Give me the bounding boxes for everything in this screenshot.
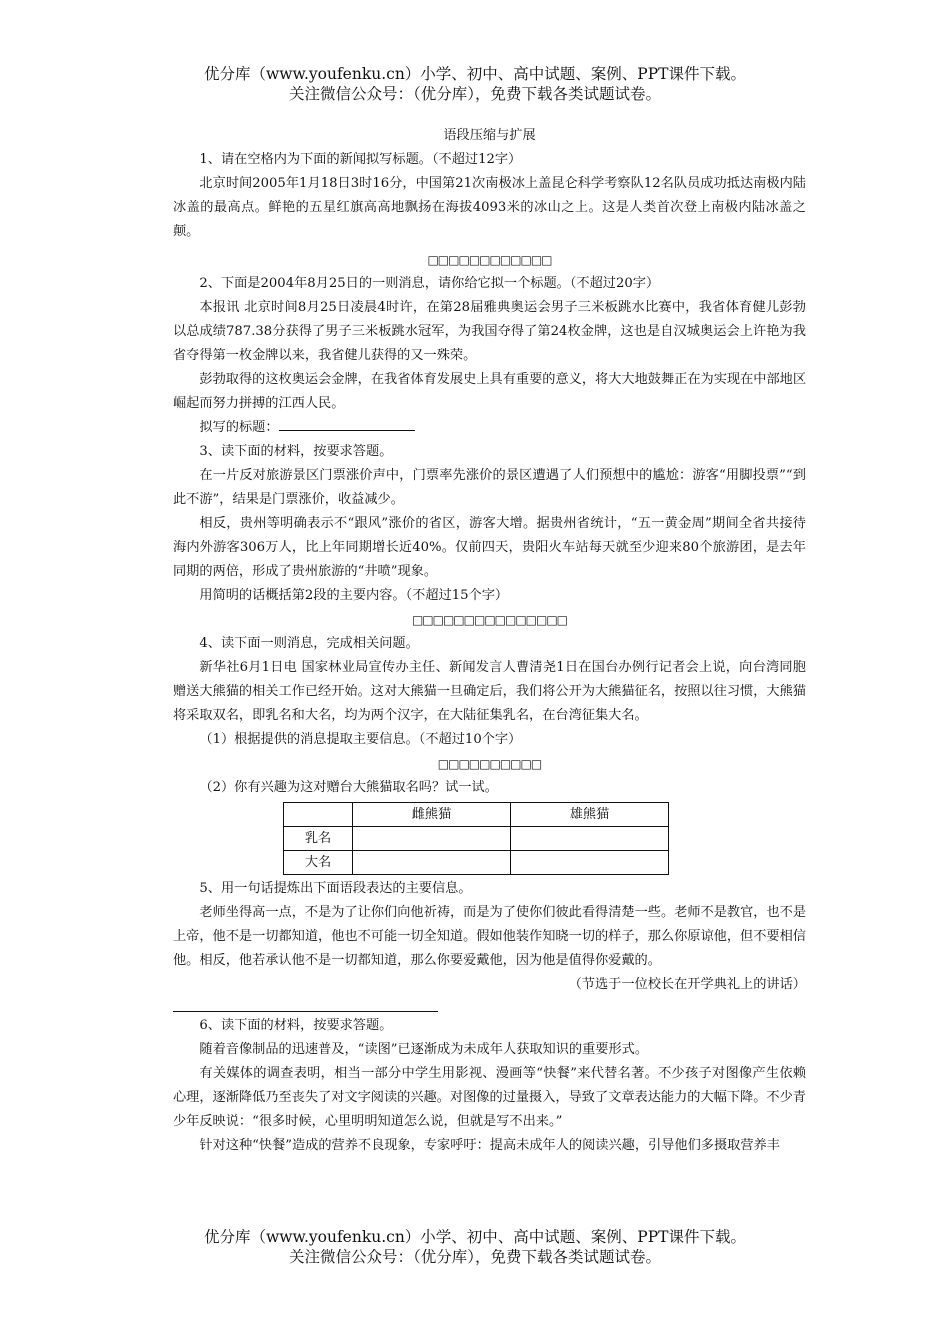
panda-name-table <box>283 802 669 875</box>
q5-answer-line[interactable] <box>173 1011 438 1012</box>
q5-prompt: 5、用一句话提炼出下面语段表达的主要信息。 <box>199 881 472 896</box>
q5-source: （节选于一位校长在开学典礼上的讲话） <box>568 977 806 992</box>
answer-cell[interactable] <box>353 827 511 851</box>
q2-answer-blank[interactable] <box>279 416 415 431</box>
q4-passage: 新华社6月1日电 国家林业局宣传办主任、新闻发言人曹清尧1日在国台办例行记者会上说，向台湾同胞赠送大熊猫的相关工作已经开始。这对大熊猫一旦确定后，我们将公开为大熊猫征名，按照以往习惯，大熊猫将采取双名，即乳名和大名，均为两个汉字，在大陆征集乳名，在台湾征集大名。 <box>173 660 806 723</box>
q1-prompt: 1、请在空格内为下面的新闻拟写标题。（不超过12字） <box>199 152 522 167</box>
header-line-1: 优分库（www.youfenku.cn）小学、初中、高中试题、案例、PPT课件下载。 <box>203 65 747 83</box>
q4-prompt: 4、读下面一则消息，完成相关问题。 <box>199 636 419 651</box>
table-header-cell: 雄熊猫 <box>511 803 669 827</box>
q2-prompt: 2、下面是2004年8月25日的一则消息，请你给它拟一个标题。（不超过20字） <box>199 276 660 291</box>
document-title: 语段压缩与扩展 <box>443 128 536 143</box>
q4-sub-1-boxes[interactable]: □□□□□□□□□□ <box>437 757 542 771</box>
page-footer <box>0 1227 950 1267</box>
q4-sub-2: （2）你有兴趣为这对赠台大熊猫取名吗？试一试。 <box>199 780 498 795</box>
document-body <box>173 124 806 1158</box>
q1-answer-boxes[interactable]: □□□□□□□□□□□□ <box>427 253 552 267</box>
q3-para-1: 在一片反对旅游景区门票涨价声中，门票率先涨价的景区遭遇了人们预想中的尴尬：游客“用脚投票”“到此不游”，结果是门票涨价，收益减少。 <box>173 468 806 507</box>
q2-para-1: 本报讯 北京时间8月25日凌晨4时许，在第28届雅典奥运会男子三米板跳水比赛中，我省体育健儿彭勃以总成绩787.38分获得了男子三米板跳水冠军，为我国夺得了第24枚金牌，这也是自汉城奥运会上许艳为我省夺得第一枚金牌以来，我省健儿获得的又一殊荣。 <box>173 300 806 363</box>
table-header-row <box>284 803 669 827</box>
q1-passage: 北京时间2005年1月18日3时16分，中国第21次南极冰上盖昆仑科学考察队12名队员成功抵达南极内陆冰盖的最高点。鲜艳的五星红旗高高地飘扬在海拔4093米的冰山之上。这是人类首次登上南极内陆冰盖之颠。 <box>173 176 806 239</box>
q3-prompt: 3、读下面的材料，按要求答题。 <box>199 444 393 459</box>
page-header <box>0 64 950 104</box>
q2-answer-label: 拟写的标题： <box>199 420 279 435</box>
row-label: 大名 <box>284 851 353 875</box>
q3-para-2: 相反，贵州等明确表示不“跟风”涨价的省区，游客大增。据贵州省统计，“五一黄金周”期间全省共接待海内外游客306万人，比上年同期增长近40%。仅前四天，贵阳火车站每天就至少迎来80个旅游团，是去年同期的两倍，形成了贵州旅游的“井喷”现象。 <box>173 516 806 579</box>
table-row <box>284 851 669 875</box>
table-row <box>284 827 669 851</box>
footer-line-2: 关注微信公众号：（优分库），免费下载各类试题试卷。 <box>288 1248 661 1266</box>
q3-answer-boxes[interactable]: □□□□□□□□□□□□□□□ <box>411 613 568 627</box>
table-header-cell: 雌熊猫 <box>353 803 511 827</box>
q6-para-3: 针对这种“快餐”造成的营养不良现象，专家呼吁：提高未成年人的阅读兴趣，引导他们多摄取营养丰 <box>199 1138 780 1153</box>
footer-line-1: 优分库（www.youfenku.cn）小学、初中、高中试题、案例、PPT课件下载。 <box>203 1228 747 1246</box>
q2-answer-row <box>173 416 806 440</box>
answer-cell[interactable] <box>353 851 511 875</box>
q6-prompt: 6、读下面的材料，按要求答题。 <box>199 1018 393 1033</box>
q6-para-1: 随着音像制品的迅速普及，“读图”已逐渐成为未成年人获取知识的重要形式。 <box>199 1042 649 1057</box>
q2-para-2: 彭勃取得的这枚奥运会金牌，在我省体育发展史上具有重要的意义，将大大地鼓舞正在为实现在中部地区崛起而努力拼搏的江西人民。 <box>173 372 807 411</box>
row-label: 乳名 <box>284 827 353 851</box>
q3-instruction: 用简明的话概括第2段的主要内容。（不超过15个字） <box>199 588 509 603</box>
q6-para-2: 有关媒体的调查表明，相当一部分中学生用影视、漫画等“快餐”来代替名著。不少孩子对图像产生依赖心理，逐渐降低乃至丧失了对文字阅读的兴趣。对图像的过量摄入，导致了文章表达能力的大幅下降。不少青少年反映说：“很多时候，心里明明知道怎么说，但就是写不出来。” <box>173 1066 806 1129</box>
table-header-cell <box>284 803 353 827</box>
header-line-2: 关注微信公众号：（优分库），免费下载各类试题试卷。 <box>288 85 661 103</box>
q4-sub-1: （1）根据提供的消息提取主要信息。（不超过10个字） <box>199 732 522 747</box>
answer-cell[interactable] <box>511 827 669 851</box>
q5-passage: 老师坐得高一点，不是为了让你们向他祈祷，而是为了使你们彼此看得清楚一些。老师不是教官，也不是上帝，他不是一切都知道，他也不可能一切全知道。假如他装作知晓一切的样子，那么你原谅他，但不要相信他。相反，他若承认他不是一切都知道，那么你要爱戴他，因为他是值得你爱戴的。 <box>173 905 807 968</box>
answer-cell[interactable] <box>511 851 669 875</box>
